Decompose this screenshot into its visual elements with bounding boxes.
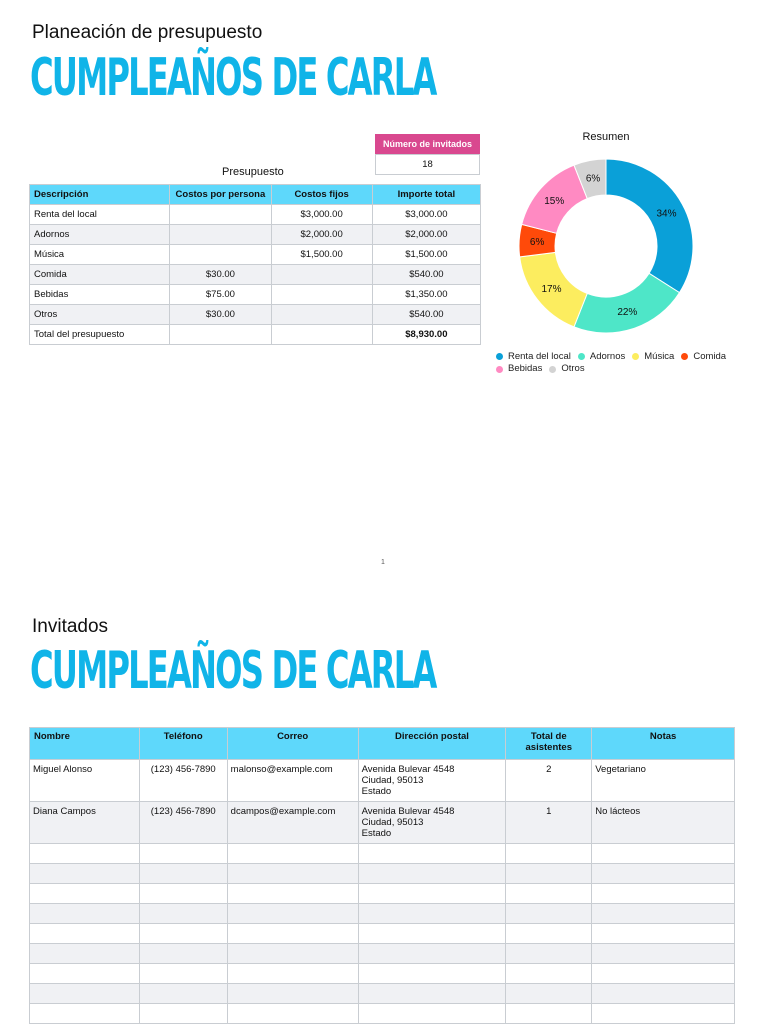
guest-cell [227, 1004, 358, 1024]
donut-label: 34% [656, 208, 677, 220]
guest-cell [592, 884, 735, 904]
budget-row [30, 205, 481, 225]
guest-cell [227, 864, 358, 884]
guest-header-2: Correo [227, 728, 358, 760]
guest-cell [506, 924, 592, 944]
guest-cell [30, 904, 140, 924]
guest-cell [227, 984, 358, 1004]
budget-table [29, 184, 481, 345]
guest-cell [506, 1004, 592, 1024]
guest-cell [506, 904, 592, 924]
guest-cell [139, 924, 227, 944]
guest-cell [358, 760, 506, 802]
budget-row [30, 245, 481, 265]
guest-cell [227, 844, 358, 864]
guest-count-box [375, 134, 480, 175]
guest-cell [592, 964, 735, 984]
guest-cell [506, 944, 592, 964]
legend-label: Música [644, 350, 675, 362]
budget-cell: $30.00 [170, 265, 271, 285]
chart-title: Resumen [582, 131, 630, 143]
guest-cell [506, 964, 592, 984]
guest-cell [227, 904, 358, 924]
guest-cell [30, 1004, 140, 1024]
page-title-guests: CUMPLEAÑOS DE CARLA [30, 641, 436, 701]
guest-cell: Vegetariano [592, 760, 735, 802]
guest-cell [358, 1004, 506, 1024]
guest-cell: malonso@example.com [227, 760, 358, 802]
guest-cell: No lácteos [592, 802, 735, 844]
budget-total-row [30, 325, 481, 345]
legend-item [496, 363, 542, 375]
legend-label: Otros [561, 363, 585, 374]
legend-swatch [578, 353, 585, 360]
guest-cell [358, 864, 506, 884]
guest-cell [139, 1004, 227, 1024]
guest-header-0: Nombre [30, 728, 140, 760]
guest-row-empty [30, 864, 735, 884]
budget-cell: Otros [30, 305, 170, 325]
budget-header-2: Costos fijos [271, 185, 372, 205]
budget-cell: Música [30, 245, 170, 265]
guest-count-value: 18 [375, 154, 480, 175]
budget-cell: $30.00 [170, 305, 271, 325]
budget-cell [170, 245, 271, 265]
guest-cell [358, 802, 506, 844]
budget-cell: $2,000.00 [271, 225, 372, 245]
guest-cell [30, 864, 140, 884]
guest-cell [30, 984, 140, 1004]
guest-header-4: Total de asistentes [506, 728, 592, 760]
guest-count-label: Número de invitados [375, 134, 480, 154]
guest-row [30, 802, 735, 844]
budget-cell: $1,500.00 [372, 245, 480, 265]
budget-cell: Comida [30, 265, 170, 285]
guest-cell [358, 884, 506, 904]
guest-cell [592, 944, 735, 964]
donut-label: 6% [529, 237, 545, 249]
budget-cell [271, 265, 372, 285]
donut-chart [510, 150, 702, 342]
budget-cell [271, 325, 372, 345]
legend-swatch [632, 353, 639, 360]
guest-table [29, 727, 735, 1024]
guest-cell [358, 984, 506, 1004]
guest-cell [592, 984, 735, 1004]
donut-slice [574, 273, 679, 333]
guest-row-empty [30, 944, 735, 964]
guest-cell [30, 944, 140, 964]
guest-cell [358, 844, 506, 864]
guest-cell [592, 844, 735, 864]
budget-cell: $8,930.00 [372, 325, 480, 345]
donut-label: 6% [585, 173, 601, 185]
guest-row-empty [30, 984, 735, 1004]
budget-header-1: Costos por persona [170, 185, 271, 205]
guest-cell [506, 984, 592, 1004]
guest-cell: Miguel Alonso [30, 760, 140, 802]
guest-row-empty [30, 924, 735, 944]
budget-cell: Bebidas [30, 285, 170, 305]
guest-cell: (123) 456-7890 [139, 760, 227, 802]
legend-label: Renta del local [508, 350, 571, 362]
budget-cell [170, 205, 271, 225]
address-line: Avenida Bulevar 4548 [361, 806, 455, 817]
guest-row-empty [30, 904, 735, 924]
page-number: 1 [381, 559, 385, 566]
guest-cell: (123) 456-7890 [139, 802, 227, 844]
legend-swatch [496, 353, 503, 360]
budget-cell [170, 225, 271, 245]
guest-cell [592, 924, 735, 944]
guest-cell: dcampos@example.com [227, 802, 358, 844]
guest-cell [358, 904, 506, 924]
guest-cell [358, 924, 506, 944]
legend-item [632, 351, 674, 363]
legend-item [549, 363, 584, 375]
budget-cell: $1,500.00 [271, 245, 372, 265]
legend-item [496, 351, 571, 363]
address-line: Ciudad, 95013 [361, 817, 424, 828]
guest-cell [30, 844, 140, 864]
budget-cell [170, 325, 271, 345]
legend-label: Adornos [589, 350, 626, 362]
guest-row-empty [30, 964, 735, 984]
guest-row-empty [30, 1004, 735, 1024]
donut-slice [606, 159, 693, 293]
guest-cell [506, 884, 592, 904]
budget-cell: $540.00 [372, 265, 480, 285]
budget-cell: $75.00 [170, 285, 271, 305]
budget-cell [271, 285, 372, 305]
guest-cell [227, 884, 358, 904]
guest-cell [139, 884, 227, 904]
guest-cell [139, 964, 227, 984]
guest-cell [227, 964, 358, 984]
legend-item [681, 351, 726, 363]
budget-cell: Total del presupuesto [30, 325, 170, 345]
page-subtitle-guests: Invitados [32, 616, 109, 637]
guest-cell [227, 944, 358, 964]
legend-item [578, 351, 625, 363]
donut-label: 17% [541, 283, 562, 295]
budget-title: Presupuesto [222, 166, 284, 178]
address-line: Ciudad, 95013 [361, 775, 424, 786]
guest-header-3: Dirección postal [358, 728, 506, 760]
guest-cell [139, 904, 227, 924]
guest-cell [506, 844, 592, 864]
budget-cell: $3,000.00 [271, 205, 372, 225]
guest-cell [139, 844, 227, 864]
guest-cell [30, 884, 140, 904]
guest-row [30, 760, 735, 802]
legend-swatch [681, 353, 688, 360]
page-subtitle: Planeación de presupuesto [32, 22, 263, 43]
budget-row [30, 305, 481, 325]
legend-label: Comida [693, 350, 727, 362]
budget-cell [271, 305, 372, 325]
guest-row-empty [30, 884, 735, 904]
guest-cell: 1 [506, 802, 592, 844]
guest-cell [592, 904, 735, 924]
guest-header-5: Notas [592, 728, 735, 760]
guest-cell [506, 864, 592, 884]
chart-legend [496, 350, 746, 375]
address-line: Estado [361, 786, 392, 797]
guest-cell [592, 1004, 735, 1024]
guest-cell [358, 944, 506, 964]
guest-cell [592, 864, 735, 884]
guest-header-1: Teléfono [139, 728, 227, 760]
budget-cell: Renta del local [30, 205, 170, 225]
guest-cell [227, 924, 358, 944]
guest-cell [358, 964, 506, 984]
donut-label: 22% [617, 307, 638, 319]
guest-cell: 2 [506, 760, 592, 802]
guest-cell [30, 924, 140, 944]
budget-row [30, 265, 481, 285]
address-line: Estado [361, 828, 392, 839]
guest-cell: Diana Campos [30, 802, 140, 844]
guest-cell [139, 984, 227, 1004]
budget-header-0: Descripción [30, 185, 170, 205]
budget-header-3: Importe total [372, 185, 480, 205]
budget-cell: $3,000.00 [372, 205, 480, 225]
guest-row-empty [30, 844, 735, 864]
guest-cell [139, 944, 227, 964]
legend-swatch [549, 366, 556, 373]
page-title: CUMPLEAÑOS DE CARLA [30, 48, 436, 108]
budget-cell: $540.00 [372, 305, 480, 325]
guest-cell [139, 864, 227, 884]
guest-cell [30, 964, 140, 984]
budget-cell: Adornos [30, 225, 170, 245]
address-line: Avenida Bulevar 4548 [361, 764, 455, 775]
legend-swatch [496, 366, 503, 373]
budget-cell: $2,000.00 [372, 225, 480, 245]
donut-label: 15% [544, 195, 565, 207]
budget-cell: $1,350.00 [372, 285, 480, 305]
legend-label: Bebidas [508, 363, 543, 374]
budget-row [30, 225, 481, 245]
budget-row [30, 285, 481, 305]
